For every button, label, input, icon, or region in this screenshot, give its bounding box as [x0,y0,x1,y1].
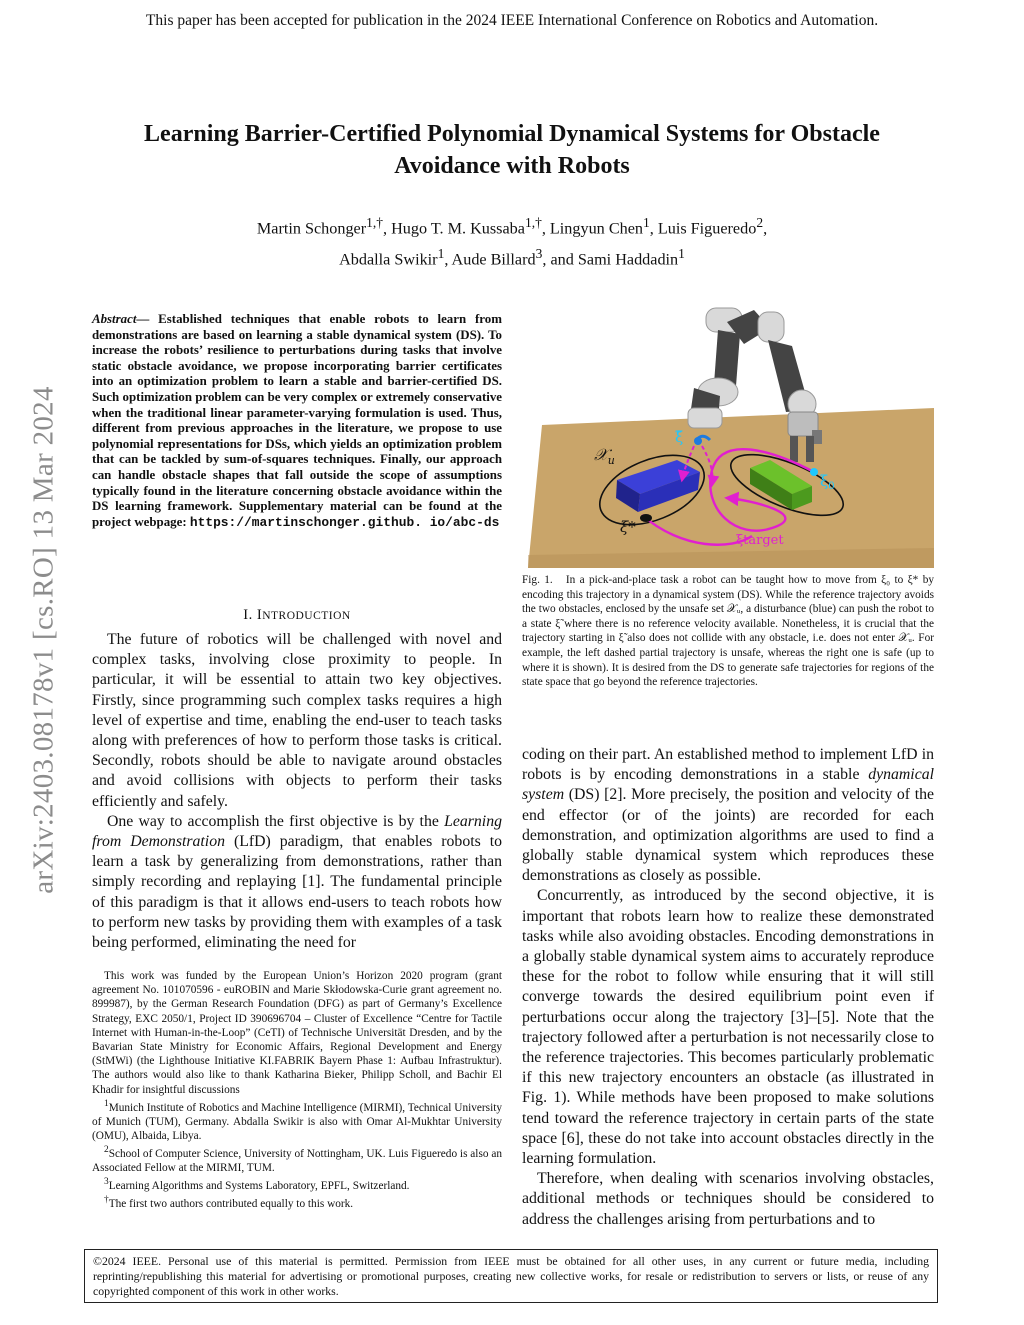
author-affiliation: 1,† [524,215,542,230]
intro-emphasis: Learning from Demonstration [92,812,502,851]
perturbed-state-marker [694,437,702,445]
arxiv-identifier: arXiv:2403.08178v1 [cs.RO] 13 Mar 2024 [27,386,60,894]
author-conjunction: and [550,250,578,269]
intro-text: One way to accomplish the first objective is by the [107,812,445,830]
title-line-2: Avoidance with Robots [394,153,630,179]
footnotes [92,969,502,1211]
author-line-1 [60,210,964,241]
caption-text: In a pick-and-place task a robot can be taught how to move from ξ₀ to ξ* by encoding this trajectory in a dynamical system (DS). While the reference trajectory avoids the two obstacles, enclosed by the unsafe set 𝒳ᵤ, a disturbance (blue) can push the robot to a state ξ̃ where there is no reference velocity available. Nonetheless, it is crucial that the trajectory starting in ξ̃ also does not collide with any obstacle, i.e. does not enter 𝒳ᵤ. For example, the left dashed partial trajectory is unsafe, whereas the right one is safe (up to where it is shown). It is desired from the DS to generate safe trajectories for regions of the state space that go beyond the reference trajectories. [522,574,934,689]
caption-label: Fig. 1. [522,574,553,586]
affiliation-note-1 [92,1097,502,1143]
footnote-mark: † [104,1195,109,1206]
project-url-part-1[interactable]: https://martinschonger.github. [189,514,422,530]
section-number: I. [243,607,257,623]
label-start-state: $\xi_0$ [820,472,835,492]
author-affiliation: 1 [437,246,445,262]
footnote-mark: 2 [104,1145,109,1156]
label-perturbed-state: ξ̃ [675,428,684,446]
label-equilibrium: ξ* [620,518,636,536]
section-title-initial: I [256,607,263,623]
project-url[interactable] [190,515,499,530]
footnote-text: Munich Institute of Robotics and Machine Intelligence (MIRMI), Technical University of Munich (TUM), Germany. Abdalla Swikir is also with Omar Al-Mukhtar University (OMU), Albaida, Libya. [92,1101,502,1142]
right-paragraph-2: Concurrently, as introduced by the second objective, it is important that robots learn how to realize these demonstrated tasks while also avoiding obstacles. Encoding demonstrations in a globally stable dynamical system aims to accurately reproduce these for the robot to follow while ensuring that it will still converge towards the desired equilibrium point even if perturbations occur along the trajectory [3]–[5]. Note that the trajectory followed after a perturbation is not necessarily close to the reference trajectories. This becomes particularly problematic if this new trajectory encounters an obstacle (as illustrated in Fig. 1). While methods have been proposed to make solutions tend toward the reference trajectory in certain parts of the state space [6], these do not take into account obstacles directly in the learning formulation. [522,887,934,1168]
author-affiliation: 1 [643,215,650,230]
title-line-1: Learning Barrier-Certified Polynomial Dynamical Systems for Obstacle [144,121,880,147]
right-paragraph-3: Therefore, when dealing with scenarios involving obstacles, additional methods or techniques should be considered to address the challenges arising from perturbations and to [522,1170,934,1228]
affiliation-note-2 [92,1143,502,1175]
label-target-trajectory: ξtarget [736,533,784,548]
author-separator: , [444,250,452,269]
body-text: coding on their part. An established method to implement LfD in robots is by encoding demonstrations in a stable [522,746,934,784]
author-name: Hugo T. M. Kussaba [391,219,525,238]
author-affiliation: 2 [756,215,764,230]
footnote-mark: 3 [104,1177,109,1188]
author-name: Sami Haddadin [577,250,679,269]
section-heading-introduction [92,607,502,624]
project-url-part-2[interactable]: io/abc-ds [429,514,500,530]
footnote-text: Learning Algorithms and Systems Laboratory, EPFL, Switzerland. [108,1180,410,1193]
author-separator: , [763,219,768,238]
figure-1-caption [522,573,934,690]
author-name: Luis Figueredo [657,219,757,238]
label-unsafe-set: 𝒳$_u$ [594,445,615,467]
author-separator: , [649,219,658,238]
equal-contribution-note [92,1193,502,1211]
author-affiliation: 3 [535,246,543,262]
author-separator: , [383,219,392,238]
right-paragraph-1 [522,745,934,886]
author-name: Lingyun Chen [549,219,643,238]
figure-1-robot-scene [522,300,934,568]
footnote-text: The first two authors contributed equally to this work. [108,1198,354,1211]
publication-banner: This paper has been accepted for publication in the 2024 IEEE International Conference on Robotics and Automation. [145,12,879,29]
intro-paragraph-2 [92,812,502,953]
affiliation-note-3 [92,1175,502,1193]
author-line-2 [60,241,964,272]
abstract [92,312,502,530]
body-text: (DS) [2]. More precisely, the position and velocity of the end effector (or of the joints) are recorded for each demonstration, and optimization algorithms are used to find a globally stable dynamical system which reproduces these demonstrations as closely as possible. [522,786,934,885]
author-separator: , [541,219,550,238]
author-affiliation: 1,† [366,215,384,230]
paper-title [60,118,964,182]
footnote-text: School of Computer Science, University of Nottingham, UK. Luis Figueredo is also an Associated Fellow at the MIRMI, TUM. [92,1147,502,1175]
abstract-label: Abstract [92,312,137,326]
funding-note: This work was funded by the European Union’s Horizon 2020 program (grant agreement No. 101070596 - euROBIN and Marie Skłodowska-Curie grant agreement no. 899987), by the German Research Foundation (DFG) as part of Germany’s Excellence Strategy, EXC 2050/1, Project ID 390696704 – Cluster of Excellence “Centre for Tactile Internet with Human-in-the-Loop” (CeTI) of Technische Universität Dresden, and by the Bavarian State Ministry for Economic Affairs, Regional Development and Energy (StMWi) (the Lighthouse Initiative KI.FABRIK Bayern Phase 1: Aufbau Infrastruktur). The authors would also like to thank Katharina Bieker, Philipp Scholl, and Bachir El Khadir for insightful discussions [92,970,502,1096]
body-emphasis: dynamical system [522,766,934,804]
author-name: Aude Billard [451,250,536,269]
author-name: Abdalla Swikir [339,250,438,269]
author-name: Martin Schonger [256,219,367,238]
footnote-mark: 1 [104,1098,109,1109]
equilibrium-marker [640,514,652,522]
copyright-notice: ©2024 IEEE. Personal use of this material is permitted. Permission from IEEE must be obtained for all other uses, in any current or future media, including reprinting/republishing this material for advertising or promotional purposes, creating new collective works, for resale or redistribution to servers or lists, or reuse of any copyrighted component of this work in other works. [84,1249,938,1303]
section-title-rest: NTRODUCTION [262,610,351,622]
author-list [60,210,964,273]
start-state-marker [810,468,818,476]
introduction-text [92,630,502,953]
abstract-text: Established techniques that enable robots to learn from demonstrations are based on learning a stable dynamical system (DS). To increase the robots’ resilience to perturbations during tasks that involve static obstacle avoidance, we propose incorporating barrier certificates into an optimization problem to learn a stable and barrier-certified DS. Such optimization problem can be very complex or extremely conservative when the traditional linear parameter-varying formulation is used. Thus, different from previous approaches in the literature, we propose to use polynomial representations for DSs, which yields an optimization problem that can be tackled by sum-of-squares techniques. Finally, our approach can handle obstacle shapes that fall outside the scope of assumptions typically found in the literature concerning obstacle avoidance within the DS learning framework. Supplementary material can be found at the project webpage: [92,312,502,529]
author-affiliation: 1 [678,246,685,262]
right-column-text [522,745,934,1230]
abstract-dash: — [136,312,159,326]
author-separator: , [542,250,551,269]
intro-paragraph-1: The future of robotics will be challenged with novel and complex tasks, involving close proximity to people. In particular, it will be essential to attain two key objectives. Firstly, since programming such complex tasks requires a high level of expertise and time, enabling the end-user to teach tasks along with preferences of how to perform those tasks is critical. Secondly, robots should be able to navigate around obstacles and avoid collisions with objects to perform their tasks efficiently and safely. [92,631,502,810]
intro-text: (LfD) paradigm, that enables robots to learn a task by generalizing from demonstrations, rather than simply recording and replaying [1]. The fundamental principle of this paradigm is that it allows end-users to teach robots how to perform new tasks by providing them with examples of a task being performed, eliminating the need for [92,833,502,952]
